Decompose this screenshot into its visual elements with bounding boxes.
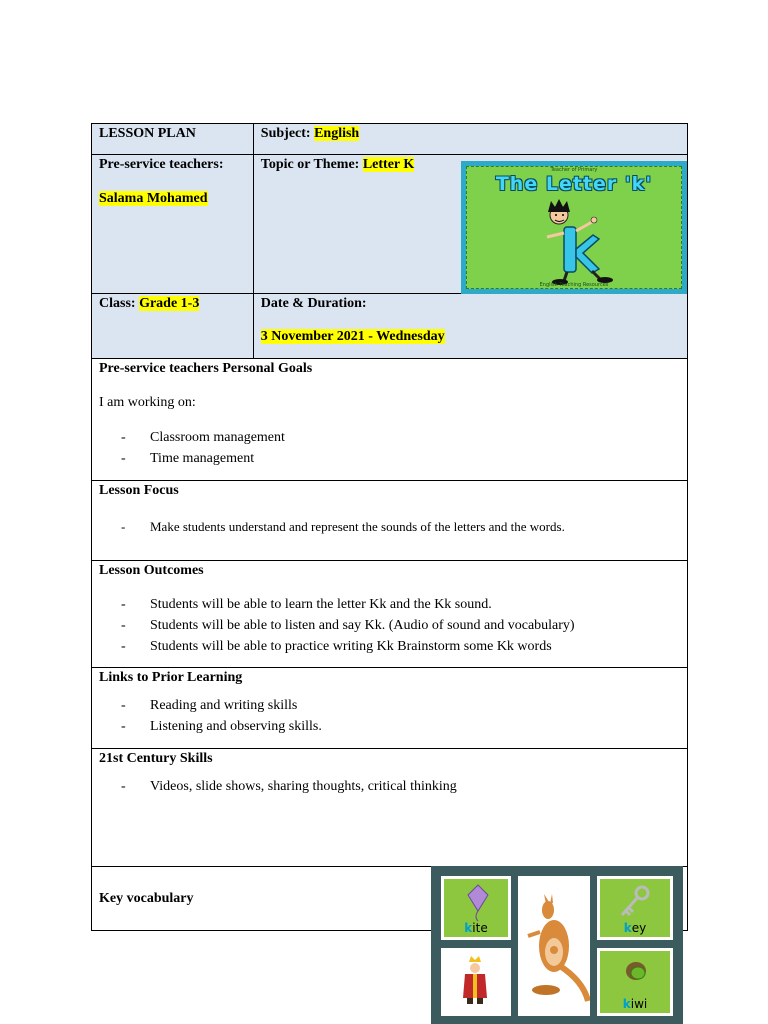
vocab-title: Key vocabulary bbox=[99, 891, 194, 906]
card-kangaroo bbox=[518, 876, 590, 1016]
section-prior bbox=[92, 668, 688, 749]
section-focus bbox=[92, 481, 688, 561]
goals-intro: I am working on: bbox=[99, 395, 196, 410]
letter-k-banner bbox=[461, 161, 687, 294]
row-lesson-plan bbox=[92, 124, 688, 155]
focus-title: Lesson Focus bbox=[99, 483, 179, 498]
card-word: key bbox=[623, 921, 647, 935]
card-kiwi bbox=[597, 948, 673, 1016]
cell-subject bbox=[253, 124, 687, 155]
card-word: kite bbox=[464, 921, 488, 935]
row-focus bbox=[92, 481, 688, 561]
skills-title: 21st Century Skills bbox=[99, 751, 213, 766]
banner-title: The Letter 'k' bbox=[495, 173, 653, 195]
cell-class bbox=[92, 294, 254, 359]
row-goals bbox=[92, 359, 688, 481]
topic-value: Letter K bbox=[362, 157, 415, 172]
teachers-label: Pre-service teachers: bbox=[99, 157, 224, 172]
teacher-name: Salama Mohamed bbox=[99, 191, 208, 206]
list-item: - Students will be able to practice writing Kk Brainstorm some Kk words bbox=[121, 636, 680, 657]
row-prior bbox=[92, 668, 688, 749]
list-item: - Time management bbox=[121, 448, 680, 469]
list-item: - Listening and observing skills. bbox=[121, 716, 680, 737]
section-skills bbox=[92, 749, 688, 867]
class-label: Class: bbox=[99, 296, 136, 311]
row-skills bbox=[92, 749, 688, 867]
cell-teachers bbox=[92, 155, 254, 294]
vocabulary-cards-image bbox=[431, 866, 683, 1024]
list-item: - Students will be able to listen and say Kk. (Audio of sound and vocabulary) bbox=[121, 615, 680, 636]
king-icon bbox=[441, 948, 511, 1016]
list-item: - Students will be able to learn the letter Kk and the Kk sound. bbox=[121, 594, 680, 615]
outcomes-title: Lesson Outcomes bbox=[99, 563, 204, 578]
card-kite bbox=[441, 876, 511, 940]
cell-date bbox=[253, 294, 687, 359]
list-item: - Classroom management bbox=[121, 427, 680, 448]
banner-footer: English Teaching Resources bbox=[539, 282, 609, 288]
list-item: - Reading and writing skills bbox=[121, 695, 680, 716]
list-item: - Videos, slide shows, sharing thoughts, critical thinking bbox=[121, 776, 680, 797]
class-value: Grade 1-3 bbox=[139, 296, 200, 311]
card-king bbox=[441, 948, 511, 1016]
row-outcomes bbox=[92, 561, 688, 668]
date-label: Date & Duration: bbox=[260, 296, 367, 311]
prior-title: Links to Prior Learning bbox=[99, 670, 243, 685]
subject-value: English bbox=[314, 126, 360, 141]
boy-k-illustration bbox=[467, 167, 683, 290]
lesson-plan-label: LESSON PLAN bbox=[99, 126, 196, 141]
list-item: - Make students understand and represent the sounds of the letters and the words. bbox=[121, 516, 680, 537]
kangaroo-icon bbox=[518, 876, 590, 1016]
topic-label: Topic or Theme: bbox=[260, 157, 360, 172]
goals-title: Pre-service teachers Personal Goals bbox=[99, 361, 313, 376]
section-outcomes bbox=[92, 561, 688, 668]
section-goals bbox=[92, 359, 688, 481]
card-key bbox=[597, 876, 673, 940]
cell-lesson-plan bbox=[92, 124, 254, 155]
date-value: 3 November 2021 - Wednesday bbox=[260, 329, 445, 344]
banner-brand: Teacher of Primary bbox=[550, 167, 598, 173]
subject-label: Subject: bbox=[260, 126, 311, 141]
row-class bbox=[92, 294, 688, 359]
card-word: kiwi bbox=[622, 997, 648, 1011]
